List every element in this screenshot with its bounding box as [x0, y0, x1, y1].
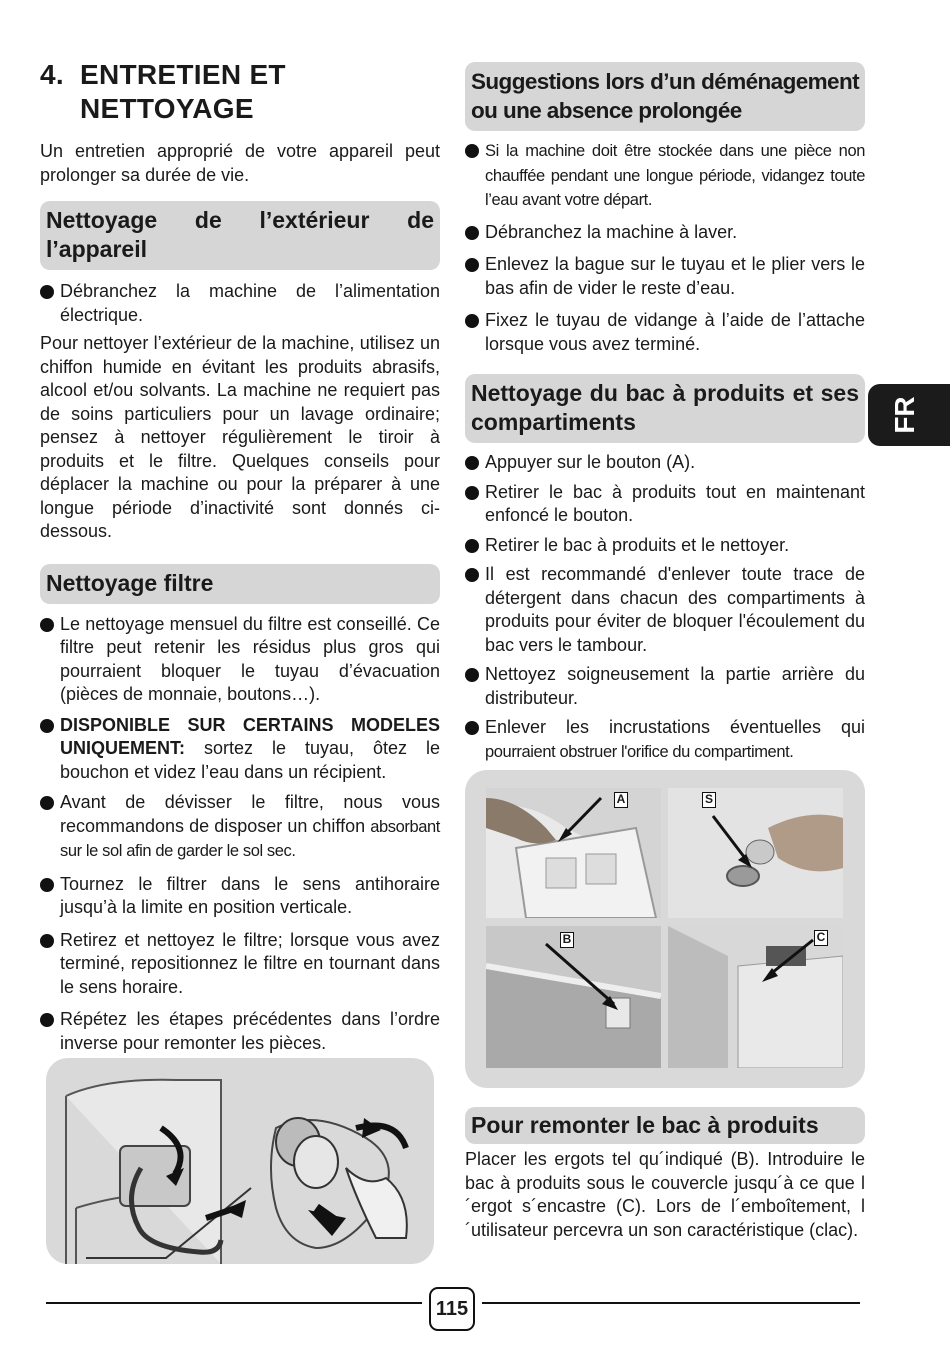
language-tab-label: FR: [889, 396, 920, 434]
chapter-title-line2: NETTOYAGE: [80, 93, 254, 124]
bullet-icon: [465, 721, 479, 735]
list-item: Retirer le bac à produits et le nettoyer.: [465, 534, 865, 558]
list-item: DISPONIBLE SUR CERTAINS MODELES UNIQUEMENT: sortez le tuyau, ôtez le bouchon et videz l’eau dans un récipient.: [40, 714, 440, 785]
section-heading-filter: Nettoyage filtre: [40, 564, 440, 604]
filter-illustration: [46, 1058, 434, 1264]
left-column: [40, 58, 440, 1055]
bullet-icon: [465, 486, 479, 500]
section-heading-exterior: Nettoyage de l’extérieur de l’appareil: [40, 201, 440, 270]
photo-button-a: [486, 788, 661, 918]
list-item: Appuyer sur le bouton (A).: [465, 451, 865, 475]
list-item: Si la machine doit être stockée dans une pièce non chauffée pendant une longue période, vidangez toute l’eau avant votre départ.: [465, 139, 865, 213]
list-item: Il est recommandé d'enlever toute trace de détergent dans chacun des compartiments à produits pour éviter de bloquer l'écoulement du bac vers le tambour.: [465, 563, 865, 657]
section-heading-drawer: Nettoyage du bac à produits et ses compartiments: [465, 374, 865, 443]
list-item: Le nettoyage mensuel du filtre est conseillé. Ce filtre peut retenir les résidus plus gros qui pourraient bloquer le tuyau d’évacuation (pièces de monnaie, boutons…).: [40, 613, 440, 707]
chapter-title: [40, 58, 440, 126]
list-item: Débranchez la machine à laver.: [465, 221, 865, 245]
bullet-icon: [40, 719, 54, 733]
chapter-title-line1: ENTRETIEN ET: [80, 59, 286, 90]
label-b: B: [560, 932, 574, 948]
photo-siphon-s: [668, 788, 843, 918]
list-item: Nettoyez soigneusement la partie arrière du distributeur.: [465, 663, 865, 710]
intro-paragraph: Un entretien approprié de votre appareil peut prolonger sa durée de vie.: [40, 141, 440, 185]
chapter-number: 4.: [40, 59, 64, 90]
bullet-icon: [40, 285, 54, 299]
drawer-photo-grid: [465, 770, 865, 1088]
bullet-icon: [465, 668, 479, 682]
filter-drawing: [46, 1058, 434, 1264]
photo-click-c: [668, 926, 843, 1068]
photo-lugs-b: [486, 926, 661, 1068]
bullet-icon: [40, 618, 54, 632]
bullet-icon: [465, 144, 479, 158]
footer-rule-left: [46, 1302, 422, 1304]
list-item: Fixez le tuyau de vidange à l’aide de l’attache lorsque vous avez terminé.: [465, 309, 865, 356]
list-item: Répétez les étapes précédentes dans l’ordre inverse pour remonter les pièces.: [40, 1008, 440, 1055]
section-heading-moving: Suggestions lors d’un déménagement ou une absence prolongée: [465, 62, 865, 131]
bullet-icon: [40, 1013, 54, 1027]
bullet-icon: [40, 934, 54, 948]
right-column: [465, 62, 865, 764]
list-item: Débranchez la machine de l’alimentation électrique.: [40, 280, 440, 327]
bullet-icon: [465, 539, 479, 553]
reassemble-section: [465, 1107, 865, 1242]
list-item: Avant de dévisser le filtre, nous vous recommandons de disposer un chiffon absorbant sur le sol afin de garder le sol sec.: [40, 791, 440, 864]
bullet-icon: [465, 314, 479, 328]
section-heading-reassemble: Pour remonter le bac à produits: [465, 1107, 865, 1144]
label-s: S: [702, 792, 716, 808]
exterior-bullets: [40, 280, 440, 327]
drawer-bullets: [465, 451, 865, 764]
list-item: Retirez et nettoyez le filtre; lorsque vous avez terminé, repositionnez le filtre en tournant dans le sens horaire.: [40, 929, 440, 1000]
language-tab: [868, 384, 950, 446]
list-item: Retirer le bac à produits tout en maintenant enfoncé le bouton.: [465, 481, 865, 528]
bullet-icon: [40, 878, 54, 892]
bullet-icon: [40, 796, 54, 810]
list-item: Enlevez la bague sur le tuyau et le plier vers le bas afin de vider le reste d’eau.: [465, 253, 865, 300]
reassemble-paragraph: Placer les ergots tel qu´indiqué (B). Introduire le bac à produits sous le couvercle jusqu´à ce que l´ergot s´encastre (C). Lors de l´emboîtement, l´utilisateur percevra un son caractéristique (clac).: [465, 1149, 865, 1240]
filter-bullets: [40, 613, 440, 1056]
footer-rule-right: [482, 1302, 860, 1304]
moving-bullets: [465, 139, 865, 356]
page-number: 115: [429, 1287, 475, 1331]
exterior-paragraph: Pour nettoyer l’extérieur de la machine, utilisez un chiffon humide en évitant les produits abrasifs, alcool et/ou solvants. La machine ne requiert pas de soins particuliers pour un lavage ordinaire; pensez à nettoyer régulièrement le tiroir à produits et le filtre. Quelques conseils pour déplacer la machine ou pour la préparer à une longue période d’inactivité sont donnés ci-dessous.: [40, 333, 440, 541]
list-item: Enlever les incrustations éventuelles qui pourraient obstruer l'orifice du compartiment.: [465, 716, 865, 764]
bullet-icon: [465, 258, 479, 272]
bullet-icon: [465, 568, 479, 582]
label-c: C: [814, 930, 828, 946]
bullet-icon: [465, 456, 479, 470]
list-item: Tournez le filtrer dans le sens antihoraire jusqu’à la limite en position verticale.: [40, 873, 440, 920]
bullet-icon: [465, 226, 479, 240]
label-a: A: [614, 792, 628, 808]
